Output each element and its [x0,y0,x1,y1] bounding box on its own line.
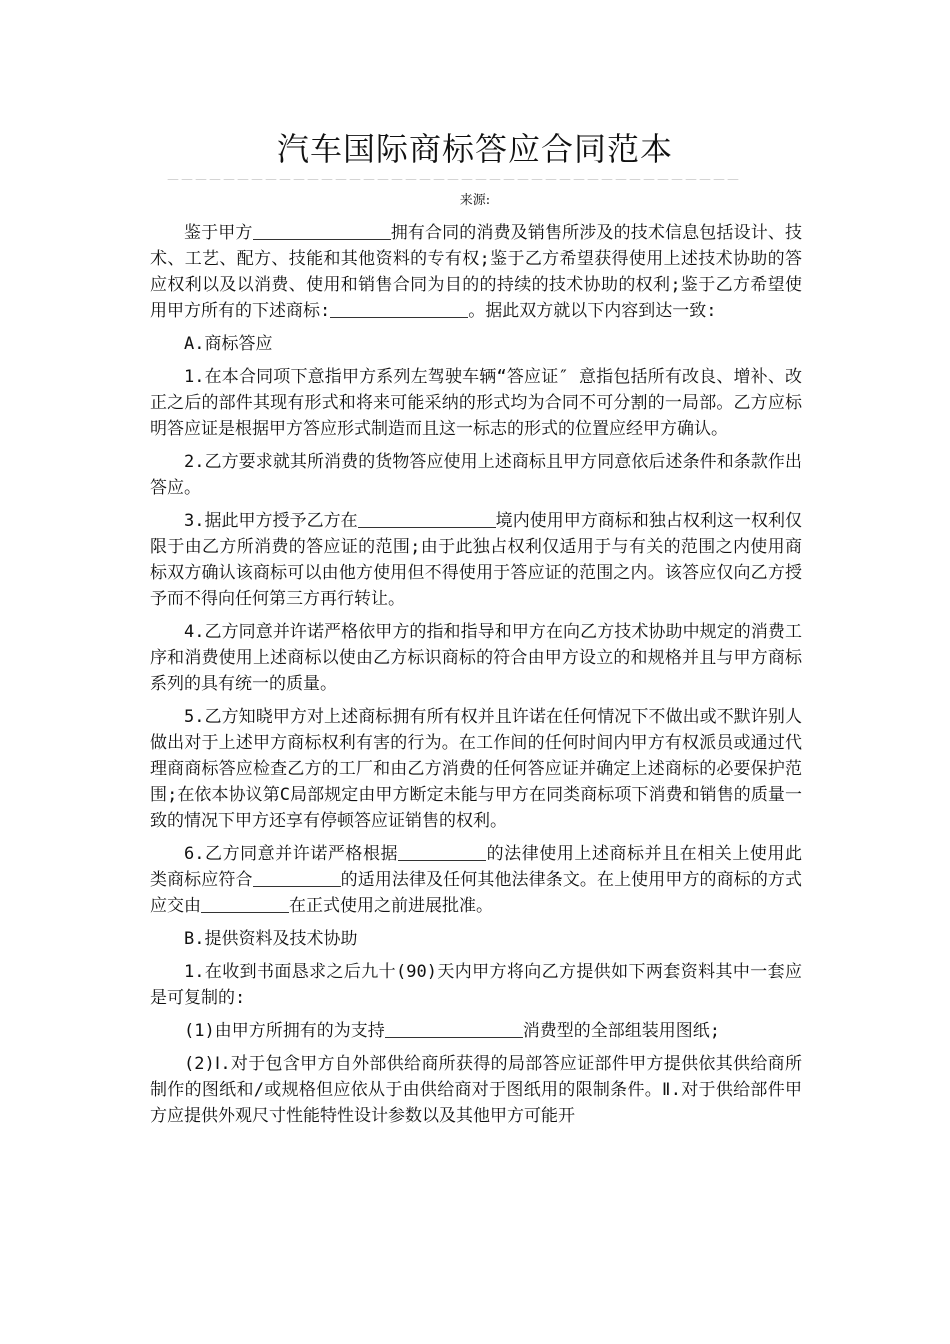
preamble-text-1: 鉴于甲方 [184,223,253,243]
blank-field-trademark [330,299,468,318]
preamble-text-3: 。据此双方就以下内容到达一致: [468,301,717,321]
preamble-text-2: 拥有合同的消费及销售所涉及的技术信息包括设计、技术、工艺、配方、技能和其他资料的专有权;鉴于乙方希望获得使用上述技术协助的答应权利以及以消费、使用和销售合同为目的的持续的技术协助的权利;鉴于乙方希望使用甲方所有的下述商标: [150,223,803,321]
blank-field-territory [358,509,496,528]
clause-a6-text-1: 6.乙方同意并许诺严格根据 [184,844,399,864]
clause-a2: 2.乙方要求就其所消费的货物答应使用上述商标且甲方同意依后述条件和条款作出答应。 [150,452,802,498]
section-heading-b: B.提供资料及技术协助 [184,929,358,949]
clause-a3 [150,508,802,612]
blank-field-model [385,1019,523,1038]
clause-b1-item-1 [150,1018,802,1044]
clause-b1-item-2: (2)Ⅰ.对于包含甲方自外部供给商所获得的局部答应证部件甲方提供依其供给商所制作的图纸和/或规格但应依从于由供给商对于图纸用的限制条件。Ⅱ.对于供给部件甲方应提供外观尺寸性能特性设计参数以及其他甲方可能开 [150,1054,802,1126]
document-title: 汽车国际商标答应合同范本 [276,130,673,168]
blank-field-law [398,842,486,861]
blank-field-approver [201,894,289,913]
clause-a3-text-2: 境内使用甲方商标和独占权利这一权利仅限于由乙方所消费的答应证的范围;由于此独占权利仅适用于与有关的范围之内使用商标双方确认该商标可以由他方使用但不得使用于答应证的范围之内。该答应仅向乙方授予而不得向任何第三方再行转让。 [150,511,802,609]
source-label: 来源: [459,193,491,208]
clause-a6-text-3: 的适用法律及任何其他法律条文。在上使用甲方的商标的方式应交由 [150,870,803,916]
section-heading-a: A.商标答应 [184,334,273,354]
clause-b1: 1.在收到书面恳求之后九十(90)天内甲方将向乙方提供如下两套资料其中一套应是可复制的: [150,962,802,1008]
clause-a6-text-2: 的法律使用上述商标并且在相关上使用此类商标应符合 [150,844,802,890]
preamble-paragraph [150,220,802,324]
blank-field-party-a [253,221,391,240]
clause-a6-text-4: 在正式使用之前进展批准。 [289,896,493,916]
clause-a6 [150,841,802,919]
document-body [150,220,802,1136]
clause-a1: 1.在本合同项下意指甲方系列左驾驶车辆“答应证″ 意指包括所有改良、增补、改正之后的部件其现有形式和将来可能采纳的形式均为合同不可分割的一局部。乙方应标明答应证是根据甲方答应形式制造而且这一标志的形式的位置应经甲方确认。 [150,367,802,439]
clause-a3-text-1: 3.据此甲方授予乙方在 [184,511,358,531]
clause-a4: 4.乙方同意并许诺严格依甲方的指和指导和甲方在向乙方技术协助中规定的消费工序和消费使用上述商标以使由乙方标识商标的符合由甲方设立的和规格并且与甲方商标系列的具有统一的质量。 [150,622,802,694]
blank-field-applicable-law [253,868,341,887]
clause-b1-item-1-text-1: (1)由甲方所拥有的为支持 [184,1021,385,1041]
clause-b1-item-1-text-2: 消费型的全部组装用图纸; [522,1021,720,1041]
clause-a5: 5.乙方知晓甲方对上述商标拥有所有权并且许诺在任何情况下不做出或不默许别人做出对于上述甲方商标权利有害的行为。在工作间的任何时间内甲方有权派员或通过代理商商标答应检查乙方的工厂和由乙方消费的任何答应证并确定上述商标的必要保护范围;在依本协议第C局部规定由甲方断定未能与甲方在同类商标项下消费和销售的质量一致的情况下甲方还享有停顿答应证销售的权利。 [150,707,802,831]
title-separator: －－－－－－－－－－－－－－－－－－－－－－－－－－－－－－－－－－－－－－－－－ [166,173,740,189]
